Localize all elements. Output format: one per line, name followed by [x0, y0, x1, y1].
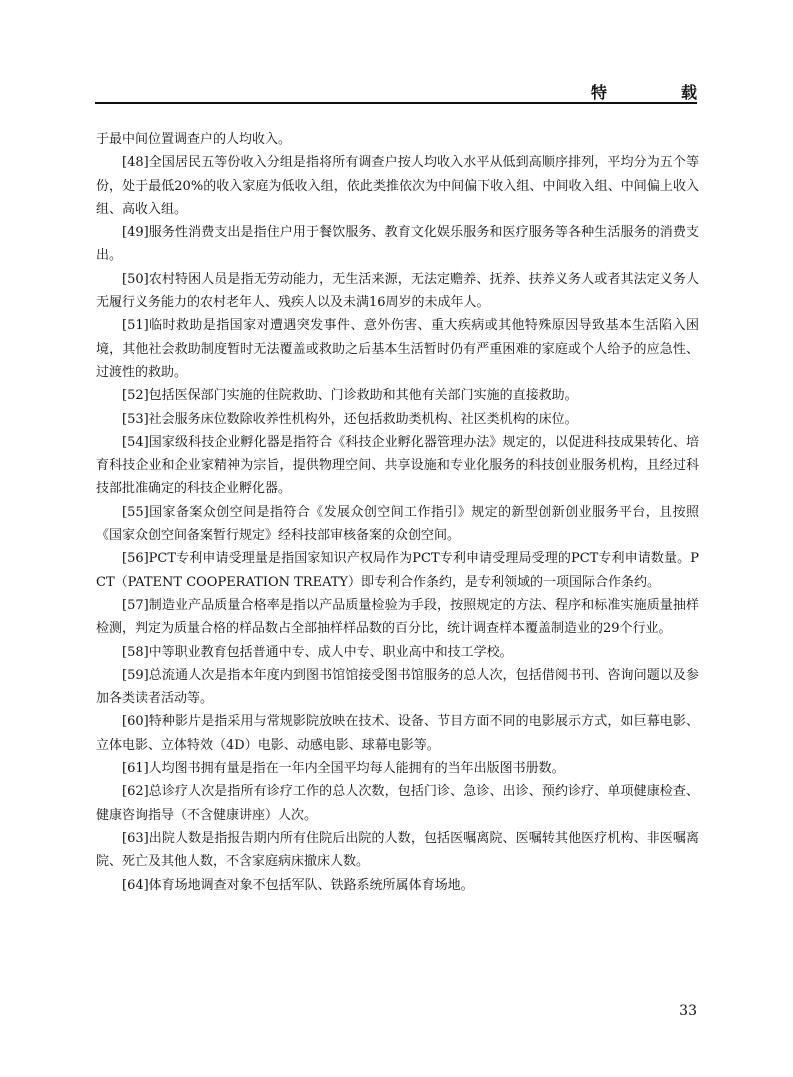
note-56: [56]PCT专利申请受理量是指国家知识产权局作为PCT专利申请受理局受理的PCT专利申请数量。PCT（PATENT COOPERATION TREATY）即专利合作条约，是专利领域的一项国际合作条约。 [96, 551, 699, 590]
note-48: [48]全国居民五等份收入分组是指将所有调查户按人均收入水平从低到高顺序排列，平均分为五个等份，处于最低20%的收入家庭为低收入组，依此类推依次为中间偏下收入组、中间收入组、中间偏上收入组、高收入组。 [96, 155, 699, 217]
note-62: [62]总诊疗人次是指所有诊疗工作的总人次数，包括门诊、急诊、出诊、预约诊疗、单项健康检查、健康咨询指导（不含健康讲座）人次。 [96, 784, 699, 823]
note-59: [59]总流通人次是指本年度内到图书馆馆接受图书馆服务的总人次，包括借阅书刊、咨询问题以及参加各类读者活动等。 [96, 667, 699, 707]
document-body [96, 128, 699, 897]
note-63: [63]出院人数是指报告期内所有住院后出院的人数，包括医嘱离院、医嘱转其他医疗机构、非医嘱离院、死亡及其他人数，不含家庭病床撤床人数。 [96, 830, 699, 870]
note-51: [51]临时救助是指国家对遭遇突发事件、意外伤害、重大疾病或其他特殊原因导致基本生活陷入困境，其他社会救助制度暂时无法覆盖或救助之后基本生活暂时仍有严重困难的家庭或个人给予的应急性、过渡性的救助。 [96, 318, 699, 380]
note-50: [50]农村特困人员是指无劳动能力，无生活来源，无法定赡养、抚养、扶养义务人或者其法定义务人无履行义务能力的农村老年人、残疾人以及未满16周岁的未成年人。 [96, 271, 699, 311]
note-64: [64]体育场地调查对象不包括军队、铁路系统所属体育场地。 [122, 877, 474, 893]
note-58: [58]中等职业教育包括普通中专、成人中专、职业高中和技工学校。 [122, 644, 513, 660]
section-title: 特 载 [590, 83, 711, 102]
note-60: [60]特种影片是指采用与常规影院放映在技术、设备、节目方面不同的电影展示方式，如巨幕电影、立体电影、立体特效（4D）电影、动感电影、球幕电影等。 [96, 714, 699, 753]
note-49: [49]服务性消费支出是指住户用于餐饮服务、教育文化娱乐服务和医疗服务等各种生活服务的消费支出。 [96, 225, 699, 264]
page-number: 33 [679, 1003, 697, 1019]
paragraph-continued: 于最中间位置调查户的人均收入。 [96, 132, 292, 147]
note-54: [54]国家级科技企业孵化器是指符合《科技企业孵化器管理办法》规定的，以促进科技成果转化、培育科技企业和企业家精神为宗旨，提供物理空间、共享设施和专业化服务的科技创业服务机构，且经过科技部批准确定的科技企业孵化器。 [96, 434, 699, 497]
note-61: [61]人均图书拥有量是指在一年内全国平均每人能拥有的当年出版图书册数。 [122, 761, 565, 777]
note-55: [55]国家备案众创空间是指符合《发展众创空间工作指引》规定的新型创新创业服务平台，且按照《国家众创空间备案暂行规定》经科技部审核备案的众创空间。 [96, 504, 699, 544]
note-57: [57]制造业产品质量合格率是指以产品质量检验为手段，按照规定的方法、程序和标准实施质量抽样检测，判定为质量合格的样品数占全部抽样样品数的百分比，统计调查样本覆盖制造业的29个行业。 [96, 597, 699, 637]
note-53: [53]社会服务床位数除收养性机构外，还包括救助类机构、社区类机构的床位。 [122, 411, 578, 427]
header-divider [95, 102, 697, 104]
note-52: [52]包括医保部门实施的住院救助、门诊救助和其他有关部门实施的直接救助。 [122, 388, 578, 404]
